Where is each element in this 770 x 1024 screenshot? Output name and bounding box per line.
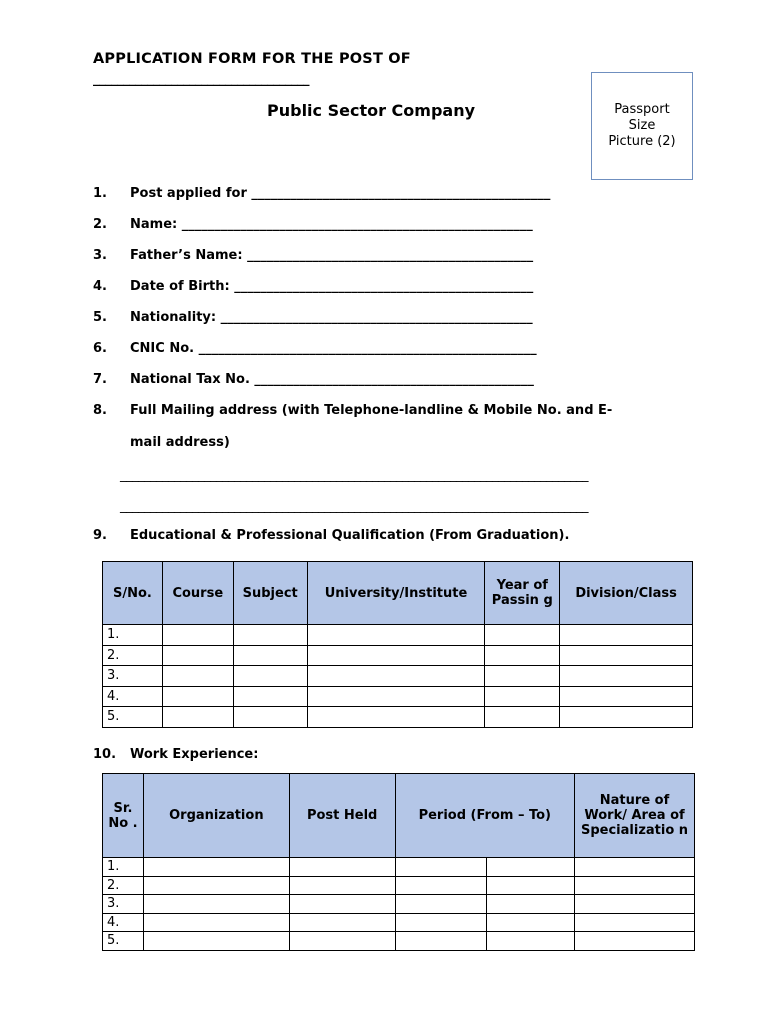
table-cell[interactable] bbox=[162, 645, 233, 666]
table-cell[interactable] bbox=[289, 932, 395, 951]
table-cell[interactable] bbox=[487, 932, 575, 951]
field-number: 8. bbox=[93, 403, 107, 418]
field-label: Post applied for ______________________________________________ bbox=[130, 186, 551, 201]
column-header: Sr. No . bbox=[103, 774, 144, 858]
column-header: Organization bbox=[143, 774, 289, 858]
row-number: 2. bbox=[103, 876, 144, 895]
form-title: APPLICATION FORM FOR THE POST OF bbox=[93, 51, 411, 67]
address-line-2[interactable]: ______________________________________________________________________________ bbox=[120, 499, 588, 514]
column-header: S/No. bbox=[103, 562, 163, 625]
field-number: 4. bbox=[93, 279, 107, 294]
section-title: Work Experience: bbox=[130, 747, 259, 762]
field-number: 7. bbox=[93, 372, 107, 387]
photo-box-line-2: Size bbox=[628, 118, 656, 133]
field-father-name[interactable] bbox=[93, 248, 533, 263]
table-row bbox=[103, 645, 693, 666]
table-cell[interactable] bbox=[575, 858, 695, 877]
table-cell[interactable] bbox=[485, 645, 560, 666]
address-line-1[interactable]: ______________________________________________________________________________ bbox=[120, 468, 588, 483]
field-label: Nationality: ________________________________________________ bbox=[130, 310, 533, 325]
table-cell[interactable] bbox=[395, 932, 487, 951]
field-name[interactable] bbox=[93, 217, 533, 232]
table-cell[interactable] bbox=[485, 666, 560, 687]
table-cell[interactable] bbox=[307, 666, 485, 687]
field-label: National Tax No. ___________________________________________ bbox=[130, 372, 534, 387]
table-cell[interactable] bbox=[395, 895, 487, 914]
table-cell[interactable] bbox=[289, 895, 395, 914]
post-blank-line[interactable]: ____________________________________ bbox=[93, 72, 309, 87]
row-number: 5. bbox=[103, 932, 144, 951]
table-cell[interactable] bbox=[575, 895, 695, 914]
column-header: Course bbox=[162, 562, 233, 625]
table-header-row bbox=[103, 562, 693, 625]
table-cell[interactable] bbox=[485, 707, 560, 728]
table-cell[interactable] bbox=[233, 686, 307, 707]
table-cell[interactable] bbox=[560, 625, 693, 646]
field-label: CNIC No. ____________________________________________________ bbox=[130, 341, 537, 356]
table-row bbox=[103, 913, 695, 932]
table-cell[interactable] bbox=[143, 932, 289, 951]
photo-box-line-3: Picture (2) bbox=[608, 134, 676, 149]
table-cell[interactable] bbox=[307, 686, 485, 707]
field-date-of-birth[interactable] bbox=[93, 279, 533, 294]
row-number: 2. bbox=[103, 645, 163, 666]
table-cell[interactable] bbox=[485, 625, 560, 646]
field-label: mail address) bbox=[130, 435, 230, 450]
work-experience-table bbox=[102, 773, 695, 951]
table-cell[interactable] bbox=[307, 707, 485, 728]
row-number: 5. bbox=[103, 707, 163, 728]
table-cell[interactable] bbox=[233, 645, 307, 666]
company-name: Public Sector Company bbox=[267, 101, 476, 120]
section-number: 9. bbox=[93, 528, 107, 543]
table-cell[interactable] bbox=[233, 625, 307, 646]
education-heading bbox=[93, 528, 569, 543]
table-cell[interactable] bbox=[575, 913, 695, 932]
table-cell[interactable] bbox=[162, 686, 233, 707]
column-header: Year of Passin g bbox=[485, 562, 560, 625]
table-cell[interactable] bbox=[395, 876, 487, 895]
passport-photo-box bbox=[591, 72, 693, 180]
column-header: Division/Class bbox=[560, 562, 693, 625]
field-label: Name: ______________________________________________________ bbox=[130, 217, 533, 232]
table-row bbox=[103, 707, 693, 728]
field-number: 1. bbox=[93, 186, 107, 201]
field-post-applied[interactable] bbox=[93, 186, 550, 201]
field-nationality[interactable] bbox=[93, 310, 533, 325]
column-header: Post Held bbox=[289, 774, 395, 858]
table-cell[interactable] bbox=[233, 707, 307, 728]
field-label: Date of Birth: ______________________________________________ bbox=[130, 279, 534, 294]
field-mailing-address bbox=[93, 403, 612, 418]
table-cell[interactable] bbox=[162, 666, 233, 687]
table-row bbox=[103, 876, 695, 895]
table-cell[interactable] bbox=[162, 625, 233, 646]
table-cell[interactable] bbox=[143, 913, 289, 932]
table-cell[interactable] bbox=[233, 666, 307, 687]
section-number: 10. bbox=[93, 747, 117, 762]
column-header: University/Institute bbox=[307, 562, 485, 625]
field-number: 2. bbox=[93, 217, 107, 232]
table-row bbox=[103, 625, 693, 646]
table-cell[interactable] bbox=[162, 707, 233, 728]
section-title: Educational & Professional Qualification (From Graduation). bbox=[130, 528, 570, 543]
table-cell[interactable] bbox=[487, 895, 575, 914]
table-cell[interactable] bbox=[487, 876, 575, 895]
field-label: Full Mailing address (with Telephone-landline & Mobile No. and E- bbox=[130, 403, 613, 418]
table-cell[interactable] bbox=[143, 858, 289, 877]
column-header: Period (From – To) bbox=[395, 774, 575, 858]
table-cell[interactable] bbox=[307, 645, 485, 666]
field-number: 6. bbox=[93, 341, 107, 356]
row-number: 4. bbox=[103, 913, 144, 932]
row-number: 3. bbox=[103, 895, 144, 914]
table-row bbox=[103, 666, 693, 687]
field-cnic[interactable] bbox=[93, 341, 537, 356]
column-header: Subject bbox=[233, 562, 307, 625]
column-header: Nature of Work/ Area of Specializatio n bbox=[575, 774, 695, 858]
table-cell[interactable] bbox=[395, 858, 487, 877]
table-cell[interactable] bbox=[485, 686, 560, 707]
table-cell[interactable] bbox=[575, 876, 695, 895]
table-row bbox=[103, 895, 695, 914]
table-cell[interactable] bbox=[560, 645, 693, 666]
row-number: 1. bbox=[103, 858, 144, 877]
table-cell[interactable] bbox=[487, 858, 575, 877]
table-cell[interactable] bbox=[560, 707, 693, 728]
table-cell[interactable] bbox=[575, 932, 695, 951]
education-table bbox=[102, 561, 693, 728]
table-cell[interactable] bbox=[395, 913, 487, 932]
table-cell[interactable] bbox=[289, 913, 395, 932]
table-cell[interactable] bbox=[289, 858, 395, 877]
table-header-row bbox=[103, 774, 695, 858]
field-mailing-address-cont bbox=[93, 435, 230, 450]
row-number: 1. bbox=[103, 625, 163, 646]
field-number: 3. bbox=[93, 248, 107, 263]
field-number: 5. bbox=[93, 310, 107, 325]
table-cell[interactable] bbox=[560, 686, 693, 707]
row-number: 3. bbox=[103, 666, 163, 687]
table-cell[interactable] bbox=[143, 895, 289, 914]
field-label: Father’s Name: ____________________________________________ bbox=[130, 248, 534, 263]
table-cell[interactable] bbox=[143, 876, 289, 895]
table-row bbox=[103, 932, 695, 951]
table-row bbox=[103, 686, 693, 707]
work-heading bbox=[93, 747, 258, 762]
table-cell[interactable] bbox=[307, 625, 485, 646]
table-cell[interactable] bbox=[289, 876, 395, 895]
table-row bbox=[103, 858, 695, 877]
field-national-tax[interactable] bbox=[93, 372, 534, 387]
table-cell[interactable] bbox=[560, 666, 693, 687]
row-number: 4. bbox=[103, 686, 163, 707]
photo-box-line-1: Passport bbox=[614, 102, 670, 117]
table-cell[interactable] bbox=[487, 913, 575, 932]
